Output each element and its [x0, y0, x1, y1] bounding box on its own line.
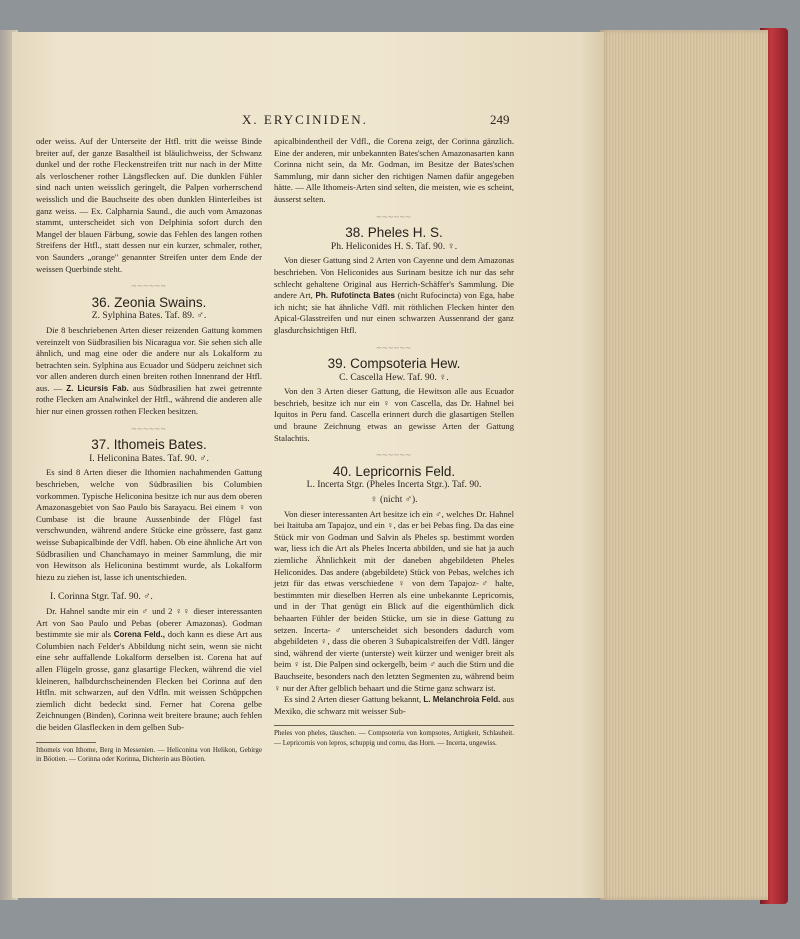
footnote-rule — [274, 725, 514, 726]
paragraph: Die 8 beschriebenen Arten dieser reizenden Gattung kommen vereinzelt von Südbrasilien bis Nicaragua vor. Sie sehen sich alle ähnlich, und mag eine oder die andere nur als Lokalform zu betrachten sein. Sylphina aus Ecuador und Südperu zeichnet sich vor allen anderen durch einen breiten rothen Innenrand der Htfl. aus. — Z. Licursis Fab. aus Südbrasilien hat zwei getrennte rothe Flecken am Analwinkel der Htfl., während die anderen alle hier nur einen grossen rothen Flecken besitzen. — [36, 324, 262, 417]
right-column — [274, 136, 514, 748]
chapter-title: X. ERYCINIDEN. — [242, 112, 368, 127]
page-number: 249 — [490, 112, 510, 127]
species-heading: C. Cascella Hew. Taf. 90. ♀. — [339, 371, 449, 383]
separator-ornament: ~~~~~~ — [376, 211, 412, 222]
genus-heading: 37. Ithomeis Bates. — [91, 437, 207, 453]
separator-ornament: ~~~~~~ — [131, 281, 167, 292]
genus-heading: 40. Lepricornis Feld. — [332, 463, 456, 479]
bold-species-name: Corena Feld., — [113, 630, 165, 640]
separator-ornament: ~~~~~~ — [376, 342, 412, 353]
paragraph: Es sind 2 Arten dieser Gattung bekannt, L. Melanchroia Feld. aus Mexiko, die schwarz mit weisser Sub- — [274, 694, 515, 716]
species-heading: I. Corinna Stgr. Taf. 90. ♂. — [50, 591, 153, 603]
genus-heading: 39. Compsoteria Hew. — [327, 356, 461, 372]
paragraph: Es sind 8 Arten dieser die Ithomien nachahmenden Gattung beschrieben, welche von Südbrasilien bis Columbien vorkommen. Typische Heliconina besitze ich nur aus dem oberen Amazonasgebiet von Sao Paulo bis Sarayacu. Bei einem ♀ von Cumbase ist die braune Aussenbinde der Flügel fast verschwunden, während andere Stücke eine grössere, fast ganz weisse Subapicalbinde der Vdfl. haben. Ob eine ähnliche Art von Südbrasilien und Chanchamayo in meiner Sammlung, die mir von Hewitson als Heliconina bestimmt wurde, als Lokalform hiezu zu ziehen ist, lasse ich unentschieden. — [36, 467, 262, 582]
species-heading-note: ♀ (nicht ♂). — [370, 494, 418, 506]
paragraph: Von den 3 Arten dieser Gattung, die Hewitson alle aus Ecuador beschrieb, besitze ich nur ein ♀ von Cascella, das Dr. Hahnel bei Iquitos in Peru fand. Cascella erinnert durch die glasartigen Stellen und braune Zeichnung etwas an gewisse Arten der Gattung Stalachtis. — [274, 386, 514, 443]
book-page — [12, 32, 604, 898]
paragraph: Von dieser interessanten Art besitze ich ein ♂, welches Dr. Hahnel bei Itaituba am Tapajoz, und ein ♀, das er bei Pebas fing. Da das eine Stück mir von Godman und Salvin als Pheles sp. bestimmt worden war, liess ich die Art als Pheles Incerta abbilden, und sie hat ja auch ziemliche Ähnlichkeit mit der daneben abgebildeten Pheles Heliconides. Das andere (abgebildete) Stück von Pebas, welches ich jetzt für das etwas verschiedene ♀ von dem Tapajoz-♂ halte, bestimmten mir dieselben Herren als eine unbekannte Lepricornis, und in der That genügt ein Blick auf die eigenthümlich dick behaarten Fühler der beiden Stücke, um sie in diese Gattung zu setzen. Incerta-♂ unterscheidet sich besonders dadurch vom abgebildeten ♀, dass die oberen 3 Subapicalstreifen der Vdfl. länger sind, während der vierte (unterste) weit kürzer und weniger breit als beim ♀ ist. Die Palpen sind ockergelb, beim ♂ auch die Stirn und die Bauchseite, besonders nach den letzten Segmenten zu, während beim ♀ nur der After gelblich behaart und die Stirne ganz schwarz ist. — [274, 508, 514, 693]
bold-species-name: Ph. Rufotincta Bates — [315, 291, 395, 301]
footnote-rule — [36, 742, 96, 743]
separator-ornament: ~~~~~~ — [376, 450, 412, 461]
page-edges — [600, 30, 768, 900]
paragraph: Von dieser Gattung sind 2 Arten von Cayenne und dem Amazonas beschrieben. Von Heliconides aus Surinam besitze ich nur das sehr schlecht gehaltene Original aus Herrich-Schäffer's Sammlung. Die andere Art, Ph. Rufotincta Bates (nicht Rufocincta) von Ega, habe ich nicht; sie hat ähnliche Vdfl. mit röthlichen Flecken hinter den Apical-Glasstreifen und nur einen schwarzen Aussenrand der ganz glasdurchsichtigen Htfl. — [274, 255, 515, 335]
footnote: Ithomeis von Ithome, Berg in Messenien. — Heliconina von Helikon, Gebirge in Böotien. — Corinna oder Korinna, Dichterin aus Böotien. — [36, 745, 262, 763]
species-heading: L. Incerta Stgr. (Pheles Incerta Stgr.). Taf. 90. — [306, 479, 482, 491]
paragraph: Dr. Hahnel sandte mir ein ♂ und 2 ♀♀ dieser interessanten Art von Sao Paulo und Pebas (oberer Amazonas). Godman bestimmte sie mir als Corena Feld., doch kann es diese Art aus Columbien nach Felder's Abbildung nicht sein, wenn sie nicht eine sehr auffallende Lokalform derselben ist. Corena hat auf allen Flügeln grosse, ganz glasartige Flecken, während die viel kleineren, halbdurchscheinenden Flecken bei Corinna auf den Htfln. mit schwarzen, auf den Vdfln. mit weissen Schüppchen ziemlich dicht bedeckt sind. Ferner hat Corena gelbe Zeichnungen (Binden), Corinna weit breitere braune; auch fehlen die beiden Glasflecken in dem gelben Sub- — [36, 605, 262, 732]
bold-species-name: Z. Licursis Fab. — [66, 383, 129, 393]
species-heading: Z. Sylphina Bates. Taf. 89. ♂. — [91, 310, 207, 322]
separator-ornament: ~~~~~~ — [131, 423, 167, 434]
species-heading: I. Heliconina Bates. Taf. 90. ♂. — [89, 452, 209, 464]
left-column — [36, 136, 262, 764]
paragraph: apicalbindentheil der Vdfl., die Corena zeigt, der Corinna gänzlich. Eine der anderen, mir unbekannten Bates'schen Amazonasarten kann Corinna nicht sein, da Mr. Godman, im Besitze der Bates'schen Sammlung, mir dann sicher den richtigen Namen dafür angegeben hätte. — Alle Ithomeis-Arten sind selten, die meisten, wie es scheint, äusserst selten. — [274, 136, 514, 204]
genus-heading: 38. Pheles H. S. — [345, 225, 443, 241]
bold-species-name: L. Melanchroia Feld. — [423, 695, 501, 705]
paragraph: oder weiss. Auf der Unterseite der Htfl. tritt die weisse Binde breiter auf, der ganze Basaltheil ist bläulichweiss, der Schwanz dunkel und der rothe Fleckenstreifen tritt nur nach in der Mitte als verloschener rother Längsflecken auf. Die dunklen Fühler sind nach unten weisslich geringelt, die Palpen vorherrschend weisslich und die Bauchseite des oben dunklen Hinterleibes ist ganz weiss. — Ex. Calpharnia Saund., die auch vom Amazonas stammt, unterscheidet sich von Delphinia sofort durch den Mangel der blauen Färbung, sowie das Fehlen des langen rothen Streifens der Htfl., statt dessen nur ein kurzer, schmaler, rother, von Saunders „orange" genannter Streifen unter dem Ende der weissen Querbinde steht. — [36, 136, 262, 274]
footnote: Pheles von pheles, täuschen. — Compsoteria von kompsotes, Artigkeit, Schlauheit. — Lepricornis von lepros, schuppig und cornu, das Horn. — Incerta, ungewiss. — [274, 729, 514, 747]
genus-heading: 36. Zeonia Swains. — [91, 294, 207, 310]
species-heading: Ph. Heliconides H. S. Taf. 90. ♀. — [330, 240, 458, 252]
